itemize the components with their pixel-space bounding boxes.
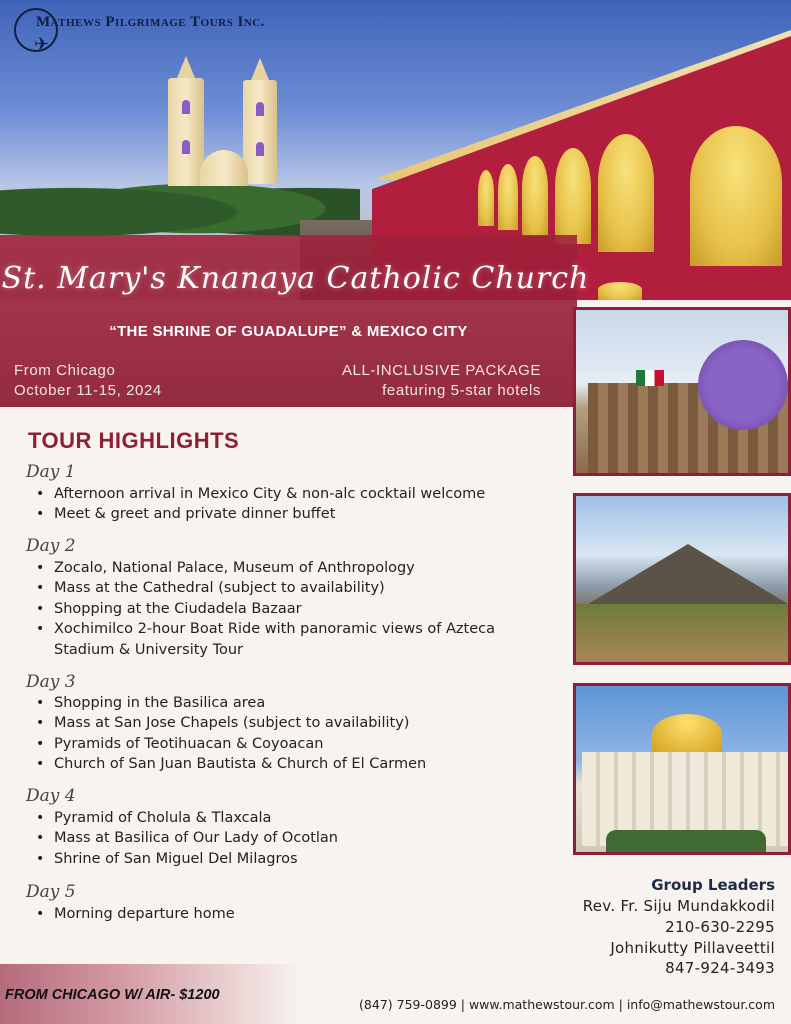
mexico-flag-icon	[636, 370, 664, 386]
list-item: • Pyramid of Cholula & Tlaxcala	[36, 808, 338, 828]
brand-logo	[14, 8, 265, 55]
arcade-arch	[522, 156, 548, 236]
photo-palacio-bellas-artes	[573, 683, 791, 855]
day-1-list	[36, 484, 485, 525]
photo-national-palace	[573, 307, 791, 476]
list-item: • Pyramids of Teotihuacan & Coyoacan	[36, 734, 426, 754]
arcade-arch	[598, 282, 642, 300]
leader-name: Rev. Fr. Siju Mundakkodil	[582, 897, 775, 915]
list-item: • Meet & greet and private dinner buffet	[36, 504, 485, 524]
list-item	[36, 640, 495, 660]
list-item: • Zocalo, National Palace, Museum of Anthropology	[36, 558, 495, 578]
arcade-arch	[478, 170, 494, 226]
cathedral-tower-left	[168, 78, 204, 186]
arcade-arch	[690, 126, 782, 266]
leader-phone: 210-630-2295	[665, 917, 775, 936]
brand-name: Mathews Pilgrimage Tours Inc.	[36, 13, 265, 30]
logo-circle	[14, 8, 58, 55]
tour-highlights-heading: TOUR HIGHLIGHTS	[28, 428, 240, 453]
group-leaders	[583, 876, 775, 979]
list-item: • Shrine of San Miguel Del Milagros	[36, 849, 338, 869]
tour-dates: October 11-15, 2024	[14, 382, 162, 399]
day-3-list	[36, 693, 426, 775]
list-item: • Shopping at the Ciudadela Bazaar	[36, 599, 495, 619]
photo-teotihuacan-pyramid	[573, 493, 791, 665]
package-hotels: featuring 5-star hotels	[382, 382, 541, 399]
price-ribbon	[0, 964, 300, 1024]
arcade-arch	[498, 164, 518, 230]
arcade-arch	[598, 134, 654, 252]
tour-subtitle: “THE SHRINE OF GUADALUPE” & MEXICO CITY	[109, 323, 468, 340]
list-item: • Shopping in the Basilica area	[36, 693, 426, 713]
airplane-icon: ✈	[34, 34, 50, 55]
day-label: Day 2	[26, 536, 76, 556]
list-item: • Mass at the Cathedral (subject to availability)	[36, 578, 495, 598]
departure-city: From Chicago	[14, 362, 116, 379]
package-type: ALL-INCLUSIVE PACKAGE	[341, 362, 541, 379]
day-4-list	[36, 808, 338, 869]
cathedral-nave	[200, 150, 248, 186]
contact-info[interactable]: (847) 759-0899 | www.mathewstour.com | info@mathewstour.com	[359, 997, 775, 1012]
package-info	[342, 361, 541, 401]
leader-phone: 847-924-3493	[665, 959, 775, 978]
list-item: • Morning departure home	[36, 904, 235, 924]
day-5-list	[36, 904, 235, 924]
group-leaders-heading: Group Leaders	[651, 876, 775, 894]
list-item: • Afternoon arrival in Mexico City & non-alc cocktail welcome	[36, 484, 485, 504]
list-item-continuation: Stadium & University Tour	[54, 641, 244, 658]
cathedral-tower-right	[243, 80, 277, 184]
arcade-arch	[555, 148, 591, 244]
day-label: Day 3	[26, 672, 76, 692]
list-item: • Mass at Basilica of Our Lady of Ocotlan	[36, 828, 338, 848]
leader-name: Johnikutty Pillaveettil	[610, 938, 775, 957]
church-title: St. Mary's Knanaya Catholic Church	[1, 261, 590, 296]
list-item: • Church of San Juan Bautista & Church of El Carmen	[36, 754, 426, 774]
day-label: Day 4	[26, 786, 76, 806]
title-banner	[0, 235, 590, 407]
list-item: • Mass at San Jose Chapels (subject to availability)	[36, 713, 426, 733]
price-text: FROM CHICAGO W/ AIR- $1200	[5, 987, 220, 1003]
list-item: • Xochimilco 2-hour Boat Ride with panoramic views of Azteca	[36, 619, 495, 639]
day-2-list	[36, 558, 495, 660]
day-label: Day 1	[26, 462, 76, 482]
departure-info	[14, 361, 162, 401]
day-label: Day 5	[26, 882, 76, 902]
